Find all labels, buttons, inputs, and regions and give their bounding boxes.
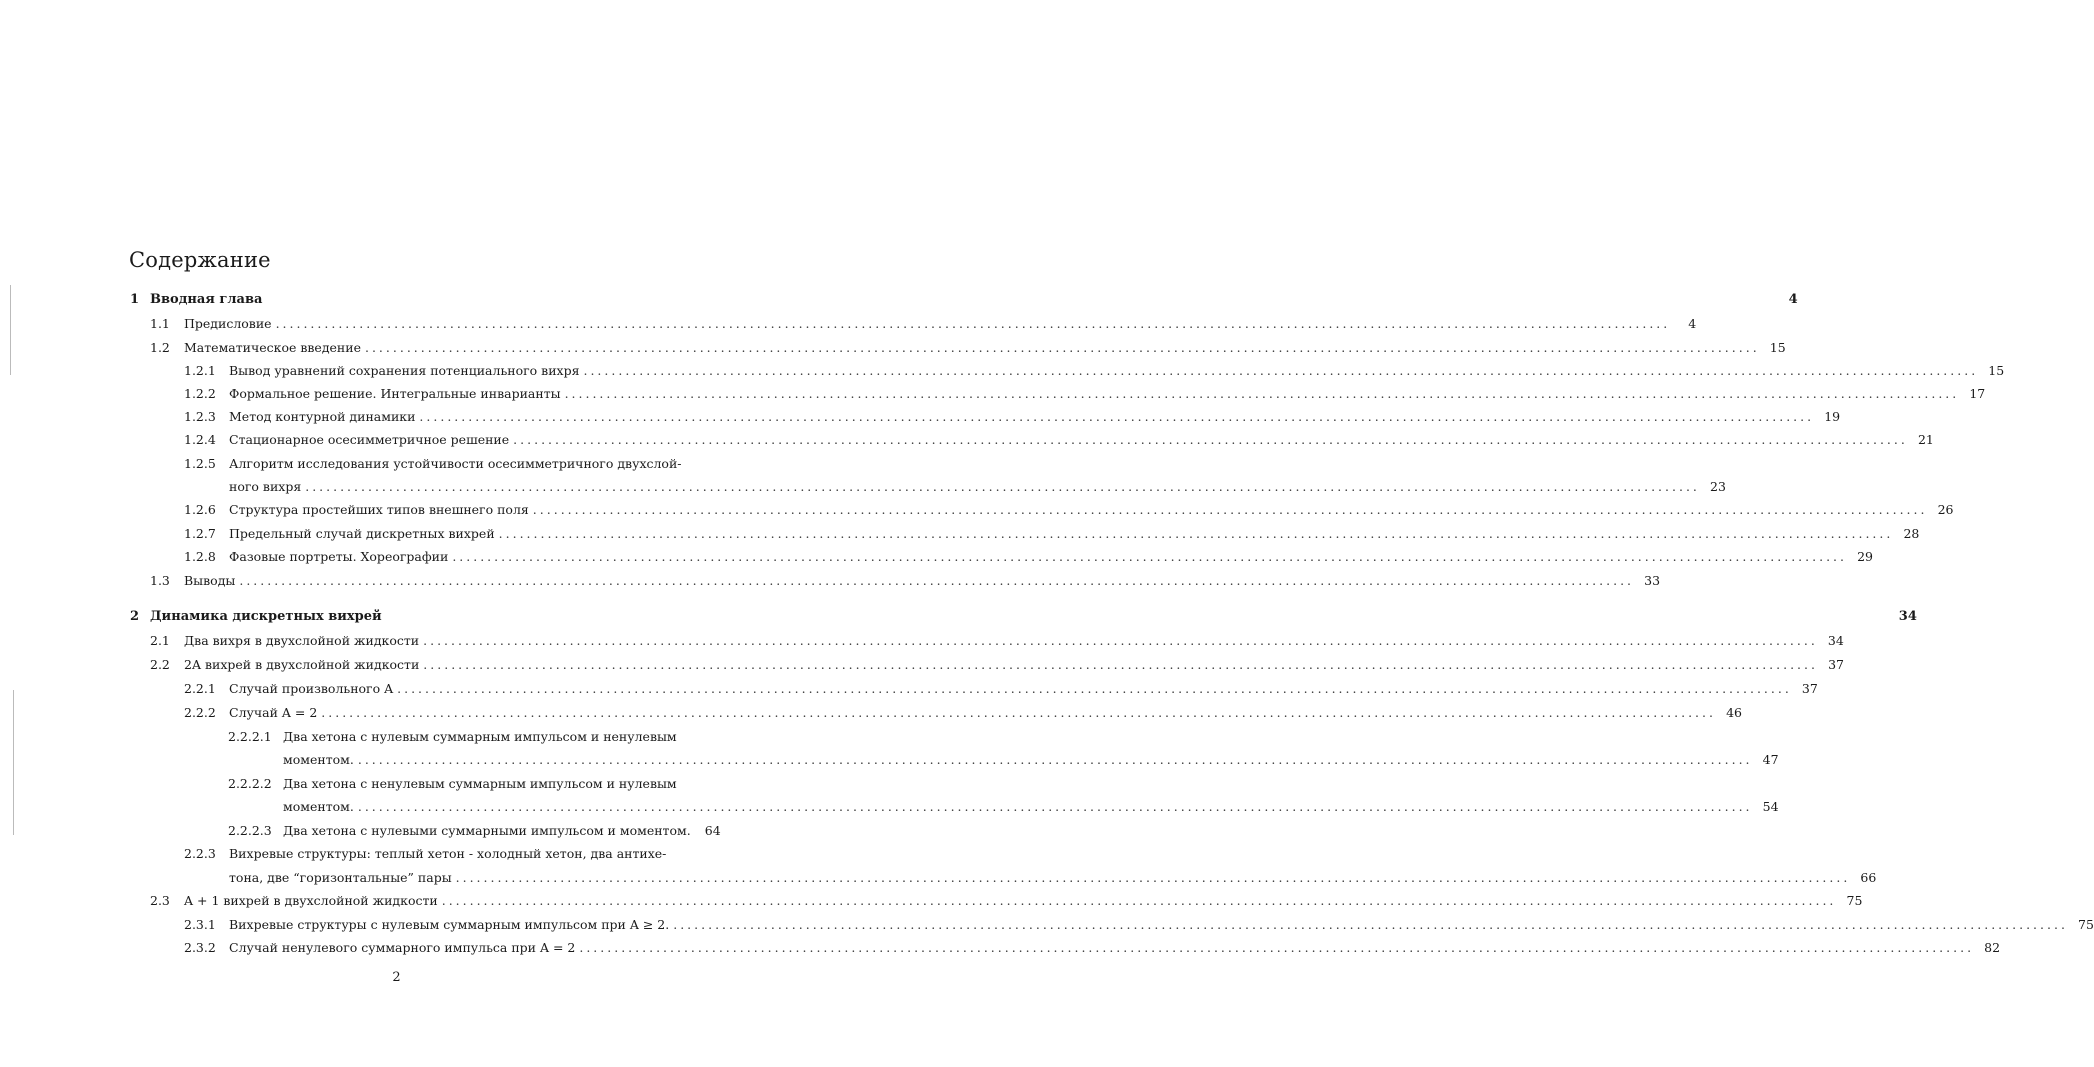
toc-entry[interactable]: [184, 914, 2094, 936]
toc-chapter[interactable]: [130, 289, 1798, 311]
toc-entry[interactable]: [184, 476, 1726, 498]
toc-entry-title: Вихревые структуры: теплый хетон - холодный хетон, два антихе-: [229, 846, 667, 861]
toc-entry[interactable]: [150, 630, 1844, 652]
toc-entry-page: 15: [1988, 363, 2005, 378]
toc-leader-dots: ........................................................................................................................................................................................................: [455, 870, 1851, 885]
toc-entry-title: моментом.: [283, 752, 354, 767]
toc-entry-page: 33: [1644, 573, 1661, 588]
toc-entry-title: Динамика дискретных вихрей: [150, 609, 382, 624]
toc-entry-title: Два хетона с нулевым суммарным импульсом и ненулевым: [283, 729, 677, 744]
toc-entry[interactable]: [150, 570, 1661, 592]
toc-entry-title: Фазовые портреты. Хореографии: [229, 549, 449, 564]
toc-entry-title: Формальное решение. Интегральные инварианты: [229, 386, 561, 401]
toc-entry-page: 29: [1857, 549, 1873, 564]
toc-entry-number: 2.2: [150, 657, 170, 672]
toc-entry-number: 1.2.3: [184, 409, 216, 424]
toc-entry[interactable]: [184, 867, 1877, 889]
toc-entry-number: 1.2.6: [184, 502, 216, 517]
toc-entry-page: 19: [1824, 409, 1841, 424]
toc-entry-number: 2.3: [150, 893, 170, 908]
toc-entry[interactable]: [150, 890, 1863, 912]
toc-entry-page: 4: [1688, 316, 1697, 331]
toc-entry-number: 1.2.4: [184, 432, 216, 447]
toc-entry[interactable]: [184, 702, 1742, 724]
toc-entry-title: 2A вихрей в двухслойной жидкости: [184, 657, 420, 672]
toc-entry-number: 2.3.2: [184, 940, 216, 955]
toc-entry-number: 2.2.2: [184, 705, 216, 720]
toc-leader-dots: ........................................................................................................................................................................................................: [357, 752, 1753, 767]
toc-entry-title: Метод контурной динамики: [229, 409, 416, 424]
toc-entry[interactable]: [184, 546, 1873, 568]
toc-leader-dots: ........................................................................................................................................................................................................: [452, 549, 1847, 564]
toc-entry[interactable]: [184, 523, 1920, 545]
toc-entry-title: Алгоритм исследования устойчивости осесимметричного двухслой-: [229, 456, 682, 471]
scan-margin-mark: [13, 690, 14, 835]
toc-leader-dots: ........................................................................................................................................................................................................: [423, 633, 1818, 648]
toc-entry[interactable]: [184, 406, 1841, 428]
toc-entry-number: 1.3: [150, 573, 170, 588]
toc-entry-number: 2.2.2.3: [228, 823, 272, 838]
toc-leader-dots: ........................................................................................................................................................................................................: [305, 479, 1700, 494]
toc-leader-dots: ........................................................................................................................................................................................................: [321, 705, 1716, 720]
toc-entry-page: 37: [1801, 681, 1818, 696]
toc-leader-dots: ........................................................................................................................................................................................................: [441, 893, 1837, 908]
toc-leader-dots: ........................................................................................................................................................................................................: [423, 657, 1818, 672]
toc-leader-dots: ........................................................................................................................................................................................................: [239, 573, 1635, 588]
toc-entry-page: 64: [704, 823, 721, 838]
toc-entry-title: Случай A = 2: [229, 705, 318, 720]
toc-entry-page: 4: [1788, 292, 1798, 307]
toc-entry[interactable]: [228, 749, 1779, 771]
toc-entry-number: 2.2.1: [184, 681, 216, 696]
toc-entry[interactable]: [184, 453, 705, 475]
toc-entry-number: 1.2.5: [184, 456, 216, 471]
toc-entry[interactable]: [150, 313, 1697, 335]
toc-entry-title: тона, две “горизонтальные” пары: [229, 870, 452, 885]
toc-leader-dots: ........................................................................................................................................................................................................: [579, 940, 1975, 955]
toc-entry-number: 1.2.7: [184, 526, 216, 541]
scan-margin-mark: [10, 285, 11, 375]
toc-entry-number: 2.3.1: [184, 917, 216, 932]
toc-entry-page: 46: [1726, 705, 1742, 720]
toc-entry-number: 2.2.2.1: [228, 729, 272, 744]
toc-entry-title: Выводы: [184, 573, 236, 588]
toc-entry-number: 1.1: [150, 316, 170, 331]
toc-entry-number: 1.2.2: [184, 386, 216, 401]
toc-entry-page: 66: [1860, 870, 1877, 885]
toc-entry[interactable]: [184, 678, 1818, 700]
toc-entry-page: 54: [1762, 799, 1779, 814]
toc-entry-page: 37: [1828, 657, 1844, 672]
toc-entry-page: 75: [2078, 917, 2094, 932]
toc-entry[interactable]: [184, 499, 1954, 521]
toc-entry-title: Стационарное осесимметричное решение: [229, 432, 510, 447]
toc-entry-number: 1: [130, 292, 140, 307]
toc-entry[interactable]: [184, 383, 1986, 405]
toc-entry-title: Вводная глава: [150, 292, 263, 307]
toc-leader-dots: ........................................................................................................................................................................................................: [498, 526, 1894, 541]
toc-entry-title: Два хетона с ненулевым суммарным импульсом и нулевым: [283, 776, 677, 791]
toc-chapter[interactable]: [130, 606, 1917, 628]
toc-entry-page: 21: [1917, 432, 1934, 447]
toc-entry-title: Два хетона с нулевыми суммарными импульсом и моментом.: [283, 823, 691, 838]
toc-entry-page: 47: [1762, 752, 1779, 767]
toc-leader-dots: ........................................................................................................................................................................................................: [364, 340, 1760, 355]
toc-entry-page: 23: [1710, 479, 1726, 494]
toc-entry-title: Предисловие: [184, 316, 272, 331]
toc-entry-page: 82: [1984, 940, 2001, 955]
toc-entry[interactable]: [184, 843, 705, 865]
toc-leader-dots: ........................................................................................................................................................................................................: [583, 363, 1979, 378]
toc-entry-title: ного вихря: [229, 479, 302, 494]
toc-leader-dots: ........................................................................................................................................................................................................: [397, 681, 1792, 696]
toc-entry-page: 17: [1969, 386, 1986, 401]
toc-entry-page: 28: [1903, 526, 1920, 541]
toc-leader-dots: ........................................................................................................................................................................................................: [673, 917, 2068, 932]
toc-entry[interactable]: [228, 820, 721, 842]
toc-entry-title: Вихревые структуры с нулевым суммарным импульсом при A ≥ 2.: [229, 917, 670, 932]
toc-entry-title: моментом.: [283, 799, 354, 814]
toc-entry[interactable]: [184, 937, 2001, 959]
toc-entry-number: 2.2.2.2: [228, 776, 272, 791]
toc-leader-dots: ........................................................................................................................................................................................................: [419, 409, 1815, 424]
toc-entry[interactable]: [184, 360, 2005, 382]
toc-entry-title: Предельный случай дискретных вихрей: [229, 526, 495, 541]
toc-entry-number: 2: [130, 609, 140, 624]
toc-entry-number: 1.2: [150, 340, 170, 355]
toc-entry[interactable]: [150, 337, 1786, 359]
toc-entry[interactable]: [184, 429, 1934, 451]
page-number: 2: [392, 970, 401, 985]
toc-entry[interactable]: [150, 654, 1844, 676]
toc-entry-number: 1.2.8: [184, 549, 216, 564]
toc-entry[interactable]: [228, 726, 705, 748]
toc-entry-page: 34: [1898, 609, 1917, 624]
toc-entry-page: 26: [1937, 502, 1954, 517]
toc-entry-title: Математическое введение: [184, 340, 361, 355]
toc-leader-dots: ........................................................................................................................................................................................................: [513, 432, 1908, 447]
toc-entry-number: 2.1: [150, 633, 170, 648]
toc-leader-dots: ........................................................................................................................................................................................................: [532, 502, 1928, 517]
toc-entry-title: Структура простейших типов внешнего поля: [229, 502, 529, 517]
toc-leader-dots: ........................................................................................................................................................................................................: [564, 386, 1960, 401]
toc-entry-title: Случай ненулевого суммарного импульса при A = 2: [229, 940, 576, 955]
toc-leader-dots: ........................................................................................................................................................................................................: [275, 316, 1671, 331]
toc-entry-page: 75: [1846, 893, 1863, 908]
toc-entry-number: 1.2.1: [184, 363, 216, 378]
toc-entry-title: Случай произвольного A: [229, 681, 394, 696]
toc-leader-dots: ........................................................................................................................................................................................................: [357, 799, 1753, 814]
toc-entry-title: Два вихря в двухслойной жидкости: [184, 633, 420, 648]
toc-entry[interactable]: [228, 796, 1779, 818]
toc-entry-page: 34: [1827, 633, 1844, 648]
toc-entry-title: A + 1 вихрей в двухслойной жидкости: [184, 893, 438, 908]
toc-entry[interactable]: [228, 773, 705, 795]
page-title: Содержание: [129, 248, 271, 272]
toc-entry-number: 2.2.3: [184, 846, 216, 861]
toc-entry-page: 15: [1769, 340, 1786, 355]
toc-entry-title: Вывод уравнений сохранения потенциального вихря: [229, 363, 580, 378]
